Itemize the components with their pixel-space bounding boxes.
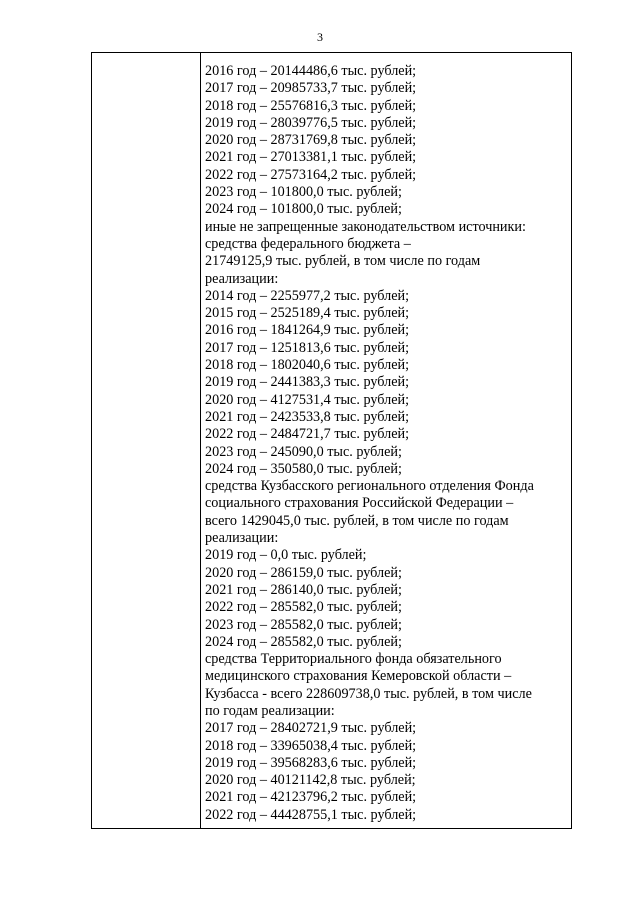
- text-line: 2015 год – 2525189,4 тыс. рублей;: [205, 305, 410, 322]
- text-line: иные не запрещенные законодательством источники:: [205, 218, 526, 235]
- text-line: реализации:: [205, 270, 279, 287]
- text-line: 2021 год – 27013381,1 тыс. рублей;: [205, 149, 417, 166]
- text-line: средства Кузбасского регионального отделения Фонда: [205, 478, 534, 495]
- text-line: реализации:: [205, 530, 279, 547]
- text-line: средства федерального бюджета –: [205, 235, 411, 252]
- text-line: 2024 год – 350580,0 тыс. рублей;: [205, 460, 402, 477]
- text-line: 21749125,9 тыс. рублей, в том числе по годам: [205, 253, 481, 270]
- text-line: 2020 год – 286159,0 тыс. рублей;: [205, 564, 402, 581]
- text-line: 2017 год – 28402721,9 тыс. рублей;: [205, 720, 417, 737]
- text-line: 2022 год – 2484721,7 тыс. рублей;: [205, 426, 410, 443]
- table-left-column: [92, 53, 201, 828]
- text-line: 2018 год – 25576816,3 тыс. рублей;: [205, 97, 417, 114]
- text-line: 2014 год – 2255977,2 тыс. рублей;: [205, 287, 410, 304]
- text-line: социального страхования Российской Федерации –: [205, 495, 514, 512]
- text-line: 2017 год – 20985733,7 тыс. рублей;: [205, 80, 417, 97]
- text-line: 2023 год – 285582,0 тыс. рублей;: [205, 616, 402, 633]
- text-line: 2016 год – 1841264,9 тыс. рублей;: [205, 322, 410, 339]
- text-line: всего 1429045,0 тыс. рублей, в том числе по годам: [205, 512, 509, 529]
- text-line: 2024 год – 101800,0 тыс. рублей;: [205, 201, 402, 218]
- table-right-column: [201, 53, 571, 828]
- text-line: 2024 год – 285582,0 тыс. рублей;: [205, 633, 402, 650]
- text-line: средства Территориального фонда обязательного: [205, 651, 502, 668]
- text-line: 2016 год – 20144486,6 тыс. рублей;: [205, 63, 417, 79]
- text-line: 2020 год – 28731769,8 тыс. рублей;: [205, 132, 417, 149]
- text-line: 2021 год – 286140,0 тыс. рублей;: [205, 581, 402, 598]
- text-line: 2019 год – 0,0 тыс. рублей;: [205, 547, 367, 564]
- text-line: 2017 год – 1251813,6 тыс. рублей;: [205, 339, 410, 356]
- text-line: 2019 год – 39568283,6 тыс. рублей;: [205, 754, 417, 771]
- funding-table: [91, 52, 572, 829]
- text-line: 2021 год – 2423533,8 тыс. рублей;: [205, 408, 410, 425]
- text-line: 2020 год – 40121142,8 тыс. рублей;: [205, 772, 416, 789]
- text-line: 2019 год – 28039776,5 тыс. рублей;: [205, 114, 417, 131]
- text-line: 2018 год – 1802040,6 тыс. рублей;: [205, 357, 410, 374]
- page-number: 3: [317, 30, 323, 44]
- text-line: медицинского страхования Кемеровской области –: [205, 668, 512, 685]
- text-line: 2020 год – 4127531,4 тыс. рублей;: [205, 391, 410, 408]
- text-line: 2022 год – 27573164,2 тыс. рублей;: [205, 166, 417, 183]
- text-line: 2019 год – 2441383,3 тыс. рублей;: [205, 374, 410, 391]
- text-line: по годам реализации:: [205, 702, 335, 719]
- text-line: 2021 год – 42123796,2 тыс. рублей;: [205, 789, 417, 806]
- text-line: 2018 год – 33965038,4 тыс. рублей;: [205, 737, 417, 754]
- text-line: Кузбасса - всего 228609738,0 тыс. рублей, в том числе: [205, 685, 532, 702]
- text-line: 2023 год – 245090,0 тыс. рублей;: [205, 443, 402, 460]
- text-line: 2023 год – 101800,0 тыс. рублей;: [205, 184, 402, 201]
- text-line: 2022 год – 44428755,1 тыс. рублей;: [205, 806, 417, 823]
- text-line: 2022 год – 285582,0 тыс. рублей;: [205, 599, 402, 616]
